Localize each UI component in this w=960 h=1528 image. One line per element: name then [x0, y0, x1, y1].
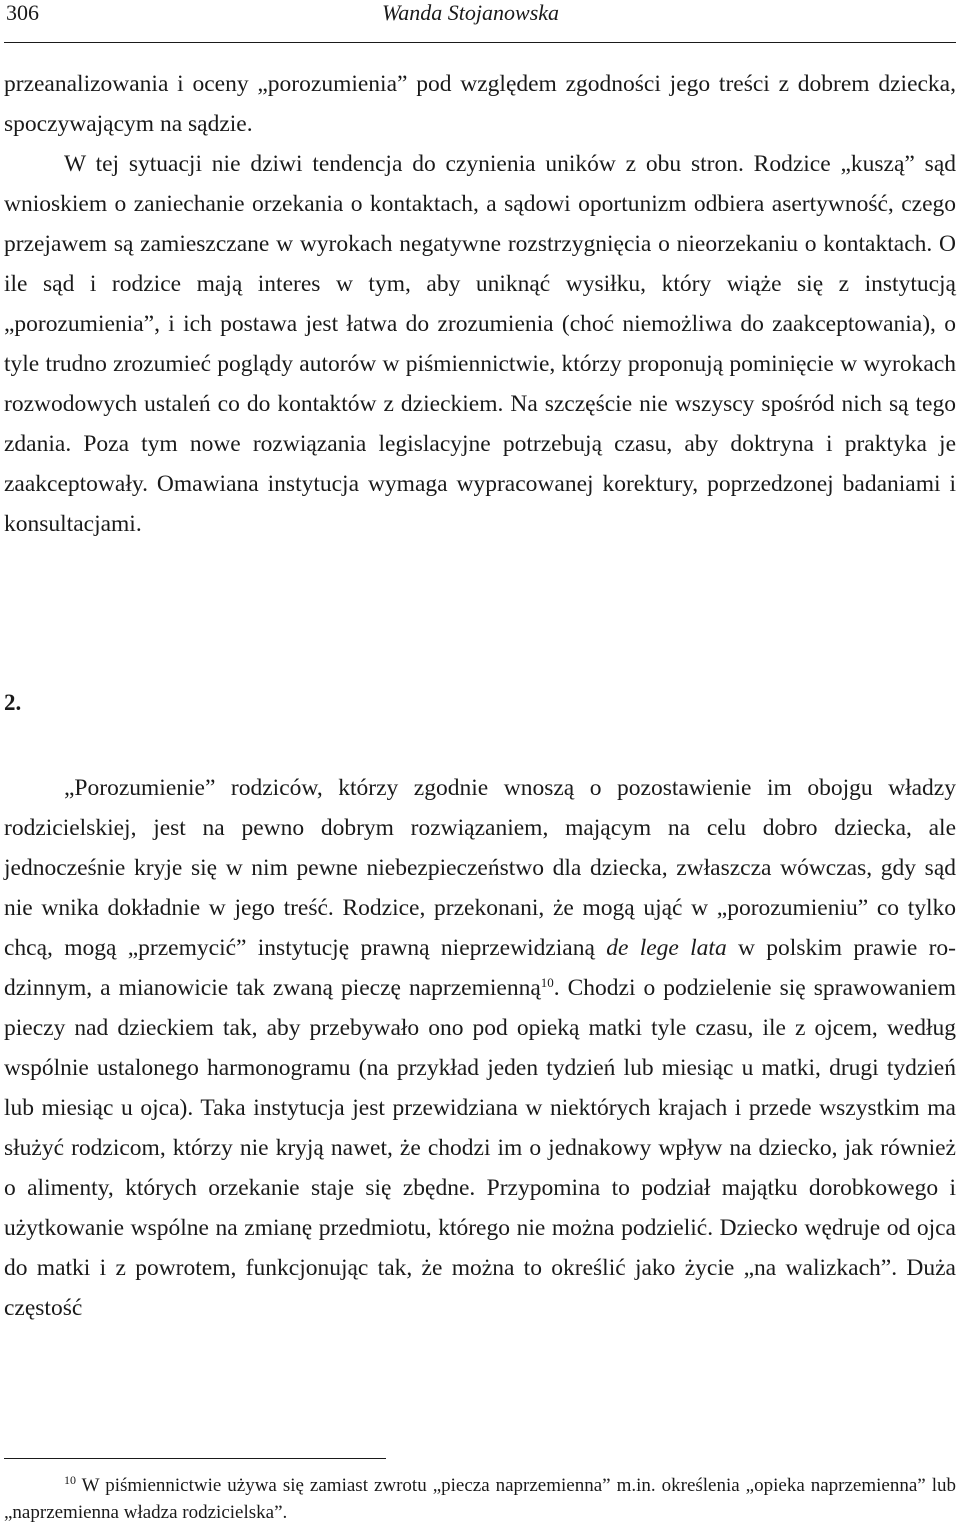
footnote-rule — [4, 1458, 386, 1459]
header-rule — [4, 42, 956, 43]
footnote-reference[interactable]: 10 — [540, 975, 554, 990]
paragraph-text: w polskim prawie rodzinnym, a mianowicie tak zwaną pieczę naprzemienną — [4, 935, 956, 1001]
paragraph-text: . Chodzi o podzielenie się sprawowaniem pieczy nad dzieckiem tak, aby przebywało ono pod opieką matki tyle czasu, ile z ojcem, według wspólnie ustalonego harmonogramu (na przykład jeden tydzień lub miesiąc u matki, drugi tydzień lub miesiąc u ojca). Taka instytucja jest przewidziana w niektórych krajach i przede wszystkim ma służyć rodzicom, którzy nie kryją nawet, że chodzi im o jednakowy wpływ na dziecko, jak również o alimenty, których orzekanie staje się zbędne. Przypomina to podział majątku dorobkowego i użytkowanie wspólne na zmianę przedmiotu, którego nie można podzielić. Dziecko wędruje od ojca do matki i z powrotem, funkcjonując tak, że można to określić jako życie „na walizkach”. Duża częstość — [4, 975, 956, 1321]
latin-phrase: de lege lata — [606, 935, 727, 961]
footnote-number: 10 — [64, 1473, 76, 1487]
footnote — [4, 1472, 956, 1526]
running-title: Wanda Stojanowska — [382, 0, 560, 25]
page-number: 306 — [6, 0, 39, 25]
footnote-text: W piśmiennictwie używa się zamiast zwrotu „piecza naprzemienna” m.in. określenia „opieka naprzemienna” lub „naprzemienna władza rodzicielska”. — [4, 1475, 956, 1523]
page-header — [4, 0, 956, 40]
section-heading: 2. — [4, 690, 22, 715]
paragraph-text: „Porozumienie” rodziców, którzy zgodnie wnoszą o pozostawienie im obojgu władzy rodzicielskiej, jest na pewno dobrym rozwiązaniem, mającym na celu dobro dziecka, ale jednocześnie kryje się w nim pewne niebezpieczeństwo dla dziecka, zwłaszcza wówczas, gdy sąd nie wnika dokładnie w jego treść. Rodzice, przekonani, że mogą ująć w „porozumieniu” co tylko chcą, mogą „przemycić” instytucję prawną nieprzewidzianą — [4, 775, 956, 961]
paragraph-continuation: przeanalizowania i oceny „porozumienia” pod względem zgodności jego treści z dobrem dziecka, spoczywającym na sądzie. — [4, 71, 956, 137]
paragraph-section-2 — [4, 768, 956, 1328]
paragraph: W tej sytuacji nie dziwi tendencja do czynienia uników z obu stron. Rodzice „kuszą” sąd wnioskiem o zaniechanie orzekania o kontaktach, a sądowi oportunizm odbiera asertywność, czego przejawem są zamieszczane w wyrokach negatywne rozstrzygnięcia o nieorzekaniu o kontaktach. O ile sąd i rodzice mają interes w tym, aby uniknąć wysiłku, który wiąże się z instytucją „porozumienia”, i ich postawa jest łatwa do zrozumienia (choć niemożliwa do zaakceptowania), o tyle trudno zrozumieć poglądy autorów w piśmiennictwie, którzy proponują pominięcie w wyrokach rozwodowych ustaleń co do kontaktów z dzieckiem. Na szczęście nie wszyscy spośród nich są tego zdania. Poza tym nowe rozwiązania legislacyjne potrzebują czasu, aby doktryna i praktyka je zaakceptowały. Omawiana instytucja wymaga wypracowanej korektury, poprzedzonej badaniami i konsultacjami. — [4, 151, 956, 537]
